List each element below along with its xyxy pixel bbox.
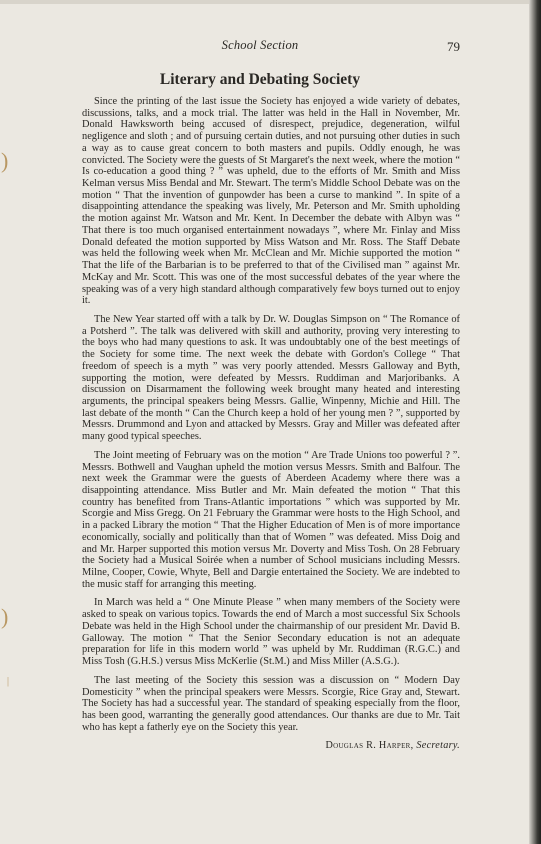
paragraph: The last meeting of the Society this session was a discussion on “ Modern Day Domesticity ” when the principal speakers were Messrs. Scorgie, Rice Gray and, Stewart. The Society has had a successful year. The standard of speaking especially from the floor, has been good, warranting the generally good attendances. Our thanks are due to Mr. Tait who has kept a fatherly eye on the Society this year. <box>82 674 460 733</box>
article-body <box>82 96 460 752</box>
paragraph: The New Year started off with a talk by Dr. W. Douglas Simpson on “ The Romance of a Potsherd ”. The talk was delivered with skill and authority, proving very interesting to the boys who had many questions to ask. It was undoubtably one of the best meetings of the Society for some time. The next week the debate with Gordon's College “ That freedom of speech is a myth ” was very poorly attended. Messrs Galloway and Byth, supporting the motion, were defeated by Messrs. Ruddiman and Marjoribanks. A discussion on Disarmament the following week brought many heated and interesting arguments, the principal speakers being Messrs. Gallie, Winpenny, Michie and Hill. The last debate of the month “ Can the Church keep a hold of her young men ? ”, supported by Messrs. Drummond and Lyon and attacked by Messrs. Gray and Miller was defeated after many good typical speeches. <box>82 313 460 443</box>
section-title: School Section <box>221 38 299 52</box>
paragraph: Since the printing of the last issue the Society has enjoyed a wide variety of debates, discussions, talks, and a mock trial. The latter was held in the Hall in November, Mr. Donald Hawksworth being accused of disrespect, prejudice, degeneration, wilful negligence and sloth ; and of pursuing certain duties, and not pursuing other duties in such a way as to cause great concern to both masters and pupils. Oddly enough, he was convicted. The Society were the guests of St Margaret's the next week, where the motion “ Is co-education a good thing ? ” was upheld, due to the efforts of Mr. Smith and Miss Kelman versus Miss Bendal and Mr. Stewart. The term's Middle School Debate was on the motion “ That the invention of gunpowder has been a curse to mankind ”. In spite of a disappointing attendance the speaking was lively, Mr. Peterson and Mr. Smith upholding the motion against Mr. Watson and Mr. Kent. In December the debate with Albyn was “ That there is too much organised entertainment nowadays ”, where Mr. Finlay and Miss Donald defeated the motion supported by Miss Watson and Mr. Ross. The Staff Debate was held the following week when Mr. McClean and Mr. Michie supported the motion “ That the life of the Barbarian is to be preferred to that of the Civilised man ” against Mr. McKay and Mr. Scott. This was one of the most successful debates of the year where the speaking was of a very high standard although comparatively few boys turned out to enjoy it. <box>82 96 460 307</box>
margin-bracket-mark: ) <box>1 148 9 173</box>
signature-name: Douglas R. Harper, <box>325 740 414 752</box>
margin-bracket-mark: ) <box>1 604 9 629</box>
margin-tick-mark: | <box>7 676 10 687</box>
running-header <box>0 38 541 60</box>
signature <box>82 740 460 752</box>
page-binding-shadow <box>529 0 541 844</box>
page-number: 79 <box>447 39 460 54</box>
article-title: Literary and Debating Society <box>159 71 361 88</box>
paragraph: In March was held a “ One Minute Please ” when many members of the Society were asked to speak on various topics. Towards the end of March a most successful Six Schools Debate was held in the High School under the chairmanship of our president Mr. David B. Galloway. The motion “ That the Senior Secondary education is not an adequate preparation for life in this modern world ” was upheld by Mr. Ruddiman (R.G.C.) and Miss Tosh (G.H.S.) versus Miss McKerlie (St.M.) and Miss Miller (A.S.G.). <box>82 597 460 668</box>
paragraph: The Joint meeting of February was on the motion “ Are Trade Unions too powerful ? ”. Messrs. Bothwell and Vaughan upheld the motion versus Messrs. Smith and Balfour. The next week the Grammar were the guests of Aberdeen Academy where there was a disappointing attendance. Miss Butler and Mr. Main defeated the motion “ That this country has benefited from Trans-Atlantic importations ” which was supported by Mr. Scorgie and Miss Gregg. On 21 February the Grammar were hosts to the High School, and in a packed Library the motion “ That the Higher Education of Men is of more importance economically, socially and politically than that of Women ” was defeated. Miss Doig and and Mr. Harper supported this motion versus Mr. Doverty and Miss Tosh. On 28 February the Society had a Musical Soirée when a number of School musicians including Messrs. Milne, Cooper, Cowie, Whyte, Bell and Dargie entertained the Society. We are indebted to the music staff for arranging this meeting. <box>82 449 460 590</box>
signature-role: Secretary. <box>416 740 460 752</box>
page-top-edge <box>0 0 529 4</box>
